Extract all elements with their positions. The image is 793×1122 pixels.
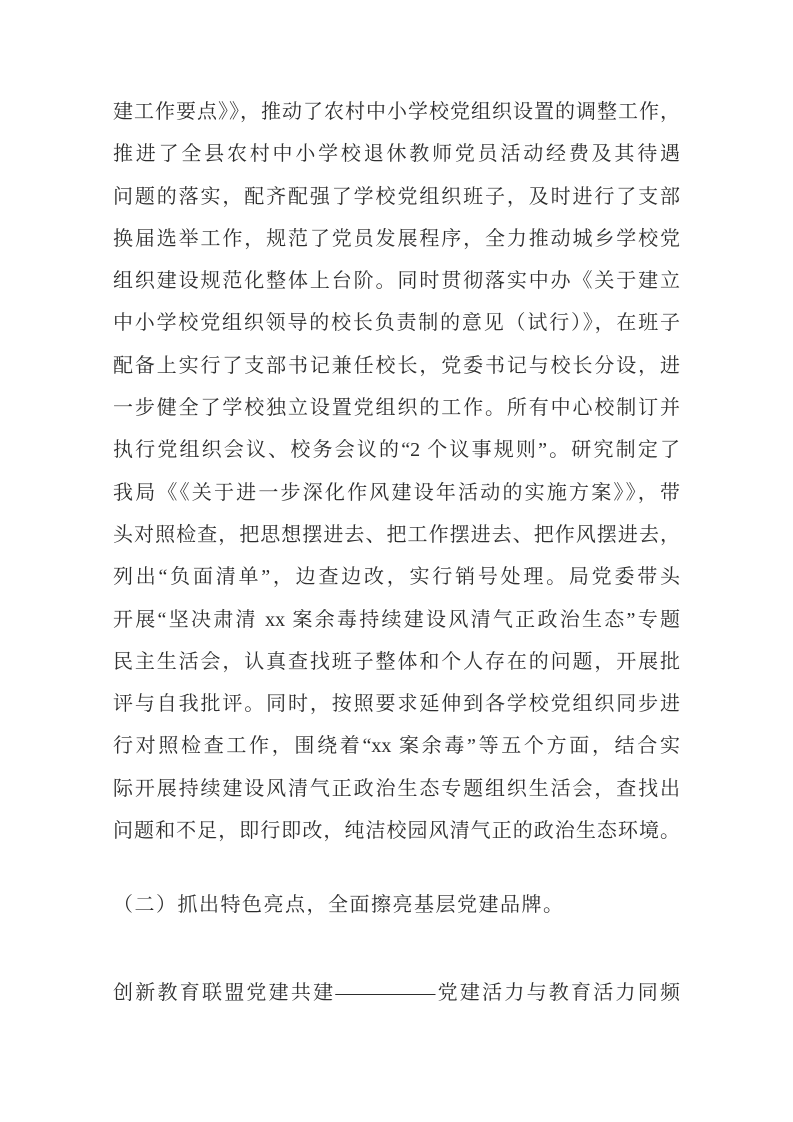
paragraph-line: 中小学校党组织领导的校长负责制的意见（试行）》，在班子 bbox=[113, 312, 680, 335]
paragraph-line: 开展“坚决肃清 xx 案余毒持续建设风清气正政治生态”专题 bbox=[113, 608, 680, 631]
party-brand-line: 创新教育联盟党建共建—————党建活力与教育活力同频 bbox=[113, 981, 680, 1004]
paragraph-line: 头对照检查，把思想摆进去、把工作摆进去、把作风摆进去， bbox=[113, 523, 680, 546]
paragraph-line: 换届选举工作，规范了党员发展程序，全力推动城乡学校党 bbox=[113, 227, 680, 250]
paragraph-line: 评与自我批评。同时，按照要求延伸到各学校党组织同步进 bbox=[113, 693, 680, 716]
paragraph-line: 一步健全了学校独立设置党组织的工作。所有中心校制订并 bbox=[113, 397, 680, 420]
paragraph-line: 问题的落实，配齐配强了学校党组织班子，及时进行了支部 bbox=[113, 185, 680, 208]
paragraph-line: 组织建设规范化整体上台阶。同时贯彻落实中办《关于建立 bbox=[113, 270, 680, 293]
section-heading: （二）抓出特色亮点，全面擦亮基层党建品牌。 bbox=[113, 894, 565, 917]
text-column bbox=[113, 91, 680, 1014]
paragraph-line: 际开展持续建设风清气正政治生态专题组织生活会，查找出 bbox=[113, 777, 680, 800]
paragraph-line: 民主生活会，认真查找班子整体和个人存在的问题，开展批 bbox=[113, 650, 680, 673]
paragraph-line: 列出“负面清单”，边查边改，实行销号处理。局党委带头 bbox=[113, 566, 680, 589]
paragraph-line: 推进了全县农村中小学校退休教师党员活动经费及其待遇 bbox=[113, 143, 680, 166]
paragraph-line: 配备上实行了支部书记兼任校长，党委书记与校长分设，进 bbox=[113, 354, 680, 377]
paragraph-line: 问题和不足，即行即改，纯洁校园风清气正的政治生态环境。 bbox=[113, 820, 680, 843]
body-paragraph bbox=[113, 91, 680, 852]
paragraph-line: 建工作要点》》，推动了农村中小学校党组织设置的调整工作， bbox=[113, 101, 680, 123]
paragraph-line: 我局《《关于进一步深化作风建设年活动的实施方案》》，带 bbox=[113, 481, 680, 504]
paragraph-line: 执行党组织会议、校务会议的“2 个议事规则”。研究制定了 bbox=[113, 439, 680, 462]
paragraph-line: 行对照检查工作，围绕着“xx 案余毒”等五个方面，结合实 bbox=[113, 735, 680, 758]
